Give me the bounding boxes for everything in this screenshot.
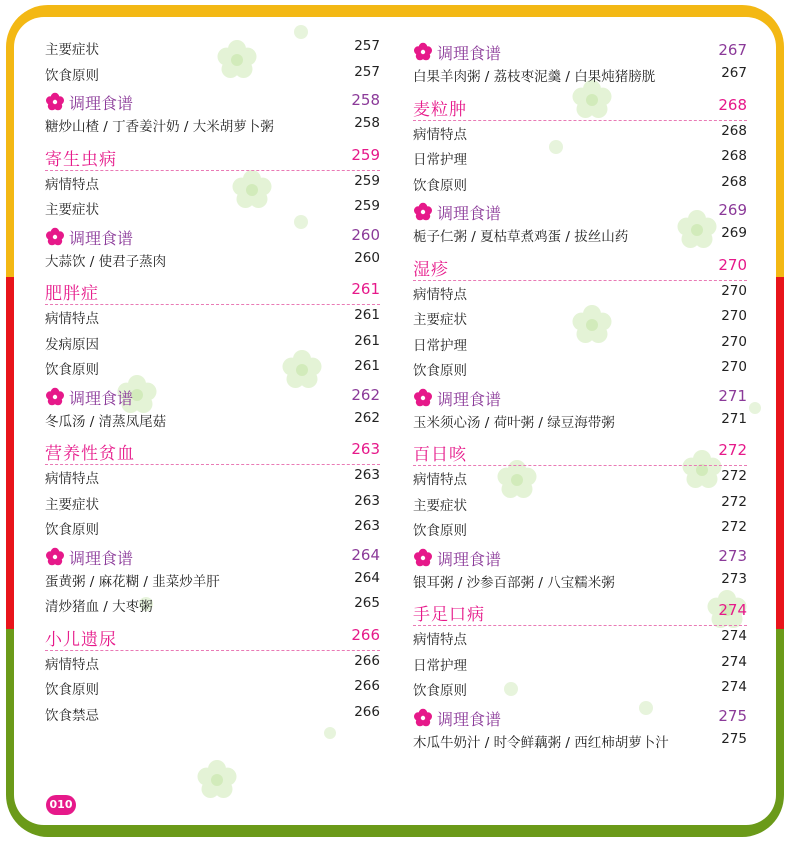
- entry-title: 主要症状: [45, 202, 99, 218]
- toc-entry[interactable]: [45, 36, 380, 58]
- section-title: 湿疹: [413, 259, 449, 280]
- entry-title: 日常护理: [413, 152, 467, 168]
- entry-page-number: 271: [721, 410, 747, 427]
- entry-page-number: 269: [721, 225, 747, 241]
- recipe-heading-title: 调理食谱: [437, 204, 502, 223]
- toc-entry[interactable]: [413, 146, 747, 168]
- toc-entry[interactable]: [45, 62, 380, 84]
- toc-recipe-heading[interactable]: [45, 385, 380, 409]
- entry-title: 饮食原则: [45, 522, 99, 538]
- toc-entry[interactable]: [413, 357, 747, 379]
- entry-page-number: 272: [721, 468, 747, 484]
- entry-title: 饮食原则: [413, 177, 467, 194]
- recipe-heading-title: 调理食谱: [437, 549, 502, 569]
- recipe-page-number: 267: [718, 41, 747, 59]
- entry-title: 病情特点: [413, 472, 467, 488]
- toc-recipe-heading[interactable]: [45, 545, 380, 569]
- entry-title: 主要症状: [45, 496, 99, 513]
- toc-recipe-heading[interactable]: [413, 200, 747, 224]
- section-page-number: 261: [351, 280, 380, 298]
- entry-page-number: 258: [354, 115, 380, 131]
- background-dot: [749, 402, 761, 414]
- entry-page-number: 268: [721, 148, 747, 164]
- entry-title: 清炒猪血 / 大枣粥: [45, 599, 153, 615]
- entry-page-number: 259: [354, 172, 380, 189]
- toc-recipe-heading[interactable]: [413, 706, 747, 730]
- entry-title: 主要症状: [45, 42, 99, 58]
- toc-entry[interactable]: [45, 516, 380, 538]
- entry-page-number: 263: [354, 518, 380, 534]
- toc-entry[interactable]: [45, 248, 380, 270]
- entry-page-number: 263: [354, 492, 380, 509]
- entry-page-number: 266: [354, 652, 380, 669]
- entry-page-number: 261: [354, 332, 380, 349]
- entry-title: 蛋黄粥 / 麻花糊 / 韭菜炒羊肝: [45, 573, 220, 590]
- entry-page-number: 261: [354, 358, 380, 374]
- toc-entry[interactable]: [413, 569, 747, 591]
- toc-section-heading[interactable]: [413, 599, 747, 626]
- toc-entry[interactable]: [45, 568, 380, 590]
- entry-title: 饮食原则: [413, 683, 467, 699]
- entry-page-number: 270: [721, 282, 747, 299]
- recipe-page-number: 275: [718, 706, 747, 725]
- entry-title: 病情特点: [45, 471, 99, 487]
- entry-title: 病情特点: [45, 176, 99, 193]
- toc-entry[interactable]: [45, 676, 380, 698]
- toc-entry[interactable]: [45, 113, 380, 135]
- entry-title: 发病原因: [45, 336, 99, 353]
- toc-entry[interactable]: [45, 593, 380, 615]
- toc-entry[interactable]: [413, 677, 747, 699]
- entry-title: 日常护理: [413, 337, 467, 354]
- toc-recipe-heading[interactable]: [413, 546, 747, 570]
- entry-page-number: 272: [721, 493, 747, 510]
- toc-entry[interactable]: [413, 466, 747, 488]
- toc-entry[interactable]: [413, 306, 747, 328]
- section-title: 麦粒肿: [413, 99, 467, 120]
- toc-entry[interactable]: [45, 331, 380, 353]
- entry-title: 饮食原则: [413, 363, 467, 379]
- recipe-page-number: 271: [718, 386, 747, 405]
- toc-entry[interactable]: [45, 408, 380, 430]
- entry-title: 银耳粥 / 沙参百部粥 / 八宝糯米粥: [413, 574, 615, 591]
- entry-page-number: 262: [354, 409, 380, 426]
- entry-page-number: 274: [721, 653, 747, 670]
- entry-title: 糖炒山楂 / 丁香姜汁奶 / 大米胡萝卜粥: [45, 119, 274, 135]
- entry-title: 白果羊肉粥 / 荔枝枣泥羹 / 白果炖猪膀胱: [413, 69, 656, 85]
- entry-page-number: 267: [721, 65, 747, 81]
- entry-page-number: 272: [721, 519, 747, 535]
- recipe-heading-title: 调理食谱: [437, 44, 502, 63]
- recipe-heading-title: 调理食谱: [69, 388, 134, 408]
- background-dot: [324, 727, 336, 739]
- toc-entry[interactable]: [413, 626, 747, 648]
- toc-section-heading[interactable]: [413, 439, 747, 466]
- entry-page-number: 270: [721, 333, 747, 350]
- section-page-number: 266: [351, 625, 380, 644]
- toc-section-heading[interactable]: [413, 254, 747, 281]
- section-page-number: 270: [718, 255, 747, 274]
- entry-page-number: 274: [721, 628, 747, 644]
- page-number-badge: 010: [46, 795, 76, 815]
- entry-page-number: 263: [354, 467, 380, 483]
- entry-page-number: 275: [721, 730, 747, 747]
- section-page-number: 274: [718, 601, 747, 619]
- toc-entry[interactable]: [413, 281, 747, 303]
- toc-recipe-heading[interactable]: [45, 225, 380, 249]
- entry-page-number: 257: [354, 38, 380, 54]
- toc-entry[interactable]: [45, 651, 380, 673]
- entry-title: 栀子仁粥 / 夏枯草煮鸡蛋 / 拔丝山药: [413, 229, 629, 245]
- toc-entry[interactable]: [413, 729, 747, 751]
- entry-page-number: 261: [354, 307, 380, 323]
- entry-page-number: 268: [721, 173, 747, 190]
- entry-title: 日常护理: [413, 657, 467, 674]
- toc-section-heading[interactable]: [45, 278, 380, 305]
- section-title: 肥胖症: [45, 284, 99, 304]
- entry-page-number: 265: [354, 595, 380, 611]
- toc-entry[interactable]: [413, 492, 747, 514]
- entry-page-number: 273: [721, 570, 747, 587]
- recipe-page-number: 260: [351, 225, 380, 244]
- entry-page-number: 270: [721, 359, 747, 375]
- toc-section-heading[interactable]: [45, 144, 380, 171]
- section-page-number: 268: [718, 95, 747, 114]
- section-page-number: 263: [351, 440, 380, 458]
- toc-section-heading[interactable]: [45, 438, 380, 465]
- toc-entry[interactable]: [413, 332, 747, 354]
- recipe-page-number: 264: [351, 545, 380, 564]
- toc-entry[interactable]: [413, 121, 747, 143]
- recipe-heading-title: 调理食谱: [69, 548, 134, 568]
- entry-page-number: 264: [354, 569, 380, 586]
- toc-entry[interactable]: [45, 702, 380, 724]
- section-page-number: 272: [718, 441, 747, 459]
- entry-title: 冬瓜汤 / 清蒸凤尾菇: [45, 413, 167, 430]
- entry-title: 病情特点: [413, 126, 467, 143]
- section-title: 手足口病: [413, 605, 485, 625]
- entry-title: 病情特点: [413, 286, 467, 303]
- entry-page-number: 257: [354, 63, 380, 80]
- toc-entry[interactable]: [45, 305, 380, 327]
- recipe-page-number: 262: [351, 385, 380, 404]
- entry-page-number: 259: [354, 198, 380, 214]
- toc-entry[interactable]: [45, 171, 380, 193]
- recipe-page-number: 258: [351, 91, 380, 109]
- entry-page-number: 270: [721, 308, 747, 324]
- entry-title: 饮食原则: [413, 523, 467, 539]
- recipe-heading-title: 调理食谱: [69, 94, 134, 113]
- toc-recipe-heading[interactable]: [45, 90, 380, 114]
- recipe-page-number: 273: [718, 546, 747, 565]
- entry-page-number: 266: [354, 678, 380, 694]
- entry-title: 饮食原则: [45, 362, 99, 378]
- entry-title: 饮食禁忌: [45, 707, 99, 724]
- recipe-page-number: 269: [718, 201, 747, 219]
- toc-section-heading[interactable]: [45, 624, 380, 651]
- entry-title: 木瓜牛奶汁 / 时令鲜藕粥 / 西红柿胡萝卜汁: [413, 734, 669, 751]
- section-title: 营养性贫血: [45, 444, 135, 464]
- toc-entry[interactable]: [45, 465, 380, 487]
- recipe-heading-title: 调理食谱: [437, 709, 502, 729]
- toc-entry[interactable]: [413, 409, 747, 431]
- toc-entry[interactable]: [413, 517, 747, 539]
- section-page-number: 259: [351, 145, 380, 164]
- toc-entry[interactable]: [45, 356, 380, 378]
- toc-recipe-heading[interactable]: [413, 386, 747, 410]
- entry-page-number: 274: [721, 679, 747, 695]
- background-flower-icon: [194, 757, 240, 803]
- toc-recipe-heading[interactable]: [413, 40, 747, 64]
- entry-title: 饮食原则: [45, 682, 99, 698]
- section-title: 小儿遗尿: [45, 629, 117, 650]
- entry-title: 主要症状: [413, 312, 467, 328]
- entry-title: 大蒜饮 / 使君子蒸肉: [45, 253, 167, 270]
- entry-page-number: 266: [354, 703, 380, 720]
- entry-page-number: 260: [354, 249, 380, 266]
- toc-entry[interactable]: [45, 196, 380, 218]
- recipe-heading-title: 调理食谱: [437, 389, 502, 409]
- toc-entry[interactable]: [45, 491, 380, 513]
- entry-title: 主要症状: [413, 497, 467, 514]
- entry-title: 玉米须心汤 / 荷叶粥 / 绿豆海带粥: [413, 414, 615, 431]
- recipe-heading-title: 调理食谱: [69, 228, 134, 248]
- entry-title: 病情特点: [45, 311, 99, 327]
- toc-entry[interactable]: [413, 63, 747, 85]
- entry-title: 病情特点: [413, 632, 467, 648]
- section-title: 百日咳: [413, 445, 467, 465]
- toc-entry[interactable]: [413, 223, 747, 245]
- toc-section-heading[interactable]: [413, 94, 747, 121]
- toc-entry[interactable]: [413, 172, 747, 194]
- toc-entry[interactable]: [413, 652, 747, 674]
- entry-page-number: 268: [721, 122, 747, 139]
- entry-title: 病情特点: [45, 656, 99, 673]
- entry-title: 饮食原则: [45, 67, 99, 84]
- section-title: 寄生虫病: [45, 149, 117, 170]
